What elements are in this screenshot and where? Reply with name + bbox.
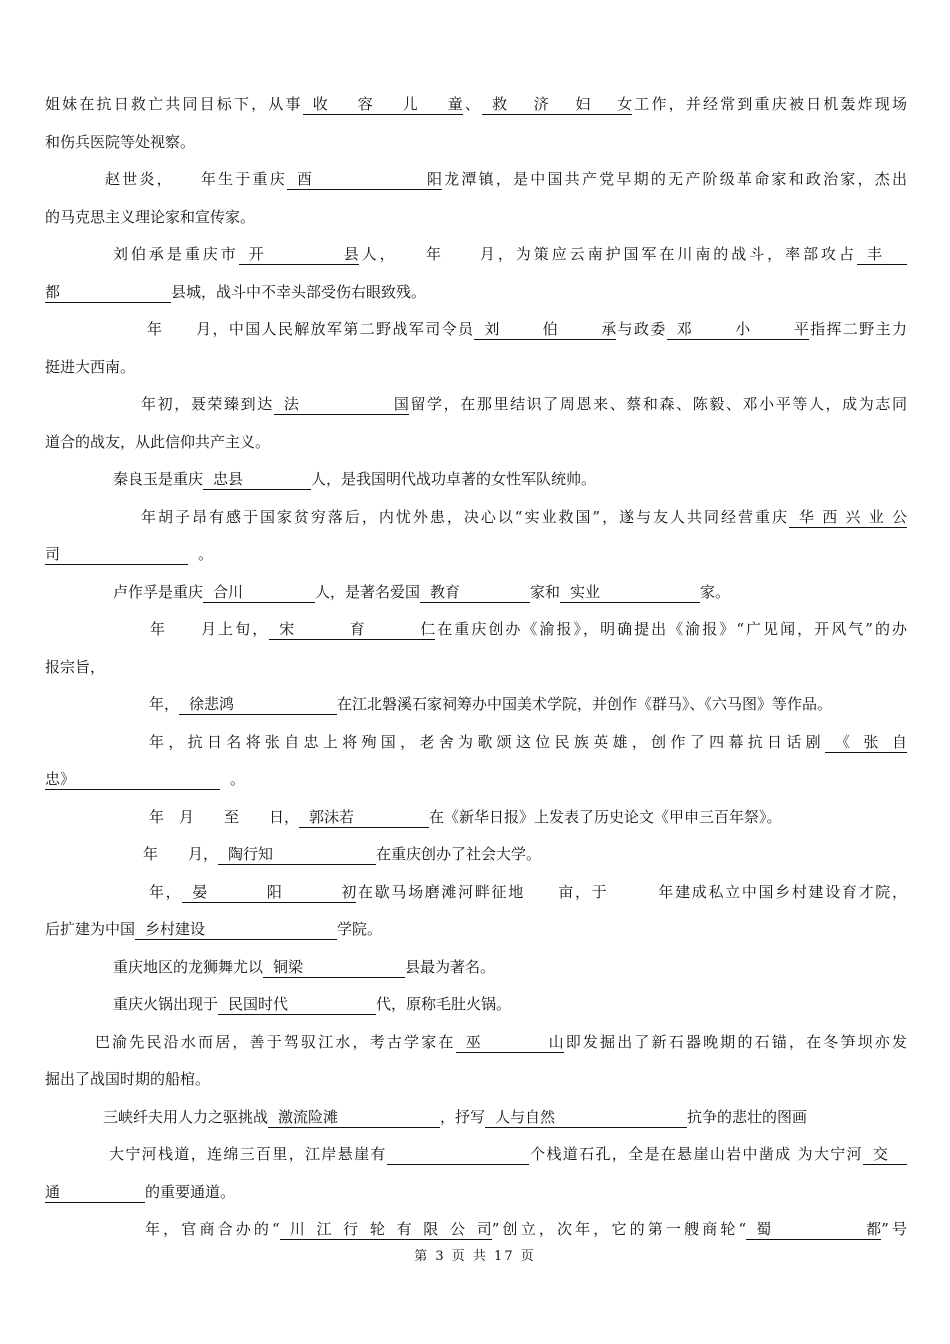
text-line: 报宗旨， [45, 657, 106, 676]
filled-blank: 都 [45, 284, 171, 303]
filled-blank: 人与自然 [485, 1109, 687, 1128]
text-line: 年 月上旬， 宋育仁在重庆创办《渝报》，明确提出《渝报》“广见闻，开风气”的办 [150, 620, 907, 638]
text-line: 年 月，中国人民解放军第二野战军司令员 刘伯承与政委 邓小平指挥二野主力 [147, 320, 907, 338]
text-line: 忠》 。 [45, 770, 246, 788]
text-line: 巴渝先民沿水而居，善于驾驭江水，考古学家在 巫山即发掘出了新石器晚期的石锚，在冬笋坝亦发 [95, 1032, 907, 1051]
filled-blank: 通 [45, 1184, 145, 1203]
text-line: 通 的重要通道。 [45, 1182, 236, 1201]
text-line: 年， 晏阳初在歇马场磨滩河畔征地 亩，于 年建成私立中国乡村建设育才院， [149, 882, 907, 901]
text-line: 重庆地区的龙狮舞尤以 铜梁 县最为著名。 [113, 957, 496, 976]
filled-blank: 民国时代 [218, 996, 376, 1015]
text-line: 挺进大西南。 [45, 357, 136, 376]
text-line: 司 。 [45, 545, 214, 563]
text-line: 赵世炎， 年生于重庆 酉阳龙潭镇，是中国共产党早期的无产阶级革命家和政治家，杰出 [105, 170, 907, 188]
text-line: 姐妹在抗日救亡共同目标下，从事 收容儿童、 救济妇女工作，并经常到重庆被日机轰炸现场 [45, 95, 907, 113]
filled-blank: 巫山 [456, 1034, 564, 1053]
text-line: 都 县城，战斗中不幸头部受伤右眼致残。 [45, 282, 427, 301]
filled-blank: 铜梁 [263, 959, 405, 978]
text-line: 三峡纤夫用人力之驱挑战 激流险滩 ，抒写 人与自然 抗争的悲壮的图画 [103, 1107, 808, 1126]
text-line: 重庆火锅出现于 民国时代 代，原称毛肚火锅。 [113, 995, 512, 1013]
filled-blank: 忠县 [203, 471, 311, 490]
text-line: 年，官商合办的“ 川江行轮有限公司”创立，次年，它的第一艘商轮“ 蜀都”号 [145, 1220, 908, 1238]
text-line: 刘伯承是重庆市 开县人， 年 月，为策应云南护国军在川南的战斗，率部攻占 丰 [45, 236, 907, 274]
text-line: 年初，聂荣臻到达 法国留学，在那里结识了周恩来、蔡和森、陈毅、邓小平等人，成为志同 [141, 395, 907, 413]
filled-blank: 宋育仁 [269, 621, 435, 640]
filled-blank: 法国 [274, 396, 409, 415]
filled-blank: 合川 [203, 584, 315, 603]
text-line: 后扩建为中国 乡村建设 学院。 [45, 920, 383, 938]
filled-blank: 刘伯承 [474, 321, 616, 340]
filled-blank: 交 [863, 1146, 907, 1165]
document-body [45, 86, 907, 1249]
text-line: 卢作孚是重庆 合川 人，是著名爱国 教育 家和 实业 家。 [113, 582, 731, 601]
text-line: 年 月 至 日， 郭沫若 在《新华日报》上发表了历史论文《甲申三百年祭》。 [149, 807, 782, 826]
filled-blank: 司 [45, 546, 188, 565]
filled-blank: 乡村建设 [135, 921, 337, 940]
filled-blank: 收容儿童 [303, 96, 463, 115]
filled-blank: 实业 [560, 584, 700, 603]
filled-blank: 川江行轮有限公司 [280, 1221, 492, 1240]
text-line: 年，抗日名将张自忠上将殉国，老舍为歌颂这位民族英雄，创作了四幕抗日话剧 《张自 [149, 732, 907, 751]
filled-blank: 蜀都 [746, 1221, 881, 1240]
filled-blank: 郭沫若 [299, 809, 429, 828]
filled-blank: 酉阳 [287, 171, 442, 190]
filled-blank: 救济妇女 [482, 96, 632, 115]
page-footer: 第 3 页 共 17 页 [414, 1249, 536, 1264]
text-line: 大宁河栈道，连绵三百里，江岸悬崖有 个栈道石孔，全是在悬崖山岩中凿成 为大宁河 交 [45, 1136, 907, 1174]
filled-blank: 邓小平 [667, 321, 809, 340]
filled-blank: 《张自 [825, 734, 907, 753]
text-line: 掘出了战国时期的船棺。 [45, 1070, 211, 1088]
filled-blank [387, 1146, 529, 1165]
text-line: 年 月， 陶行知 在重庆创办了社会大学。 [143, 845, 542, 863]
filled-blank: 徐悲鸿 [179, 696, 337, 715]
text-line: 年胡子昂有感于国家贫穷落后，内忧外患，决心以“实业救国”，遂与友人共同经营重庆 华西兴业公 [141, 507, 907, 526]
filled-blank: 忠》 [45, 771, 220, 790]
filled-blank: 陶行知 [218, 846, 376, 865]
filled-blank: 晏阳初 [182, 884, 356, 903]
filled-blank: 教育 [420, 584, 530, 603]
filled-blank: 丰 [857, 246, 907, 265]
filled-blank: 华西兴业公 [789, 509, 907, 528]
text-line: 道合的战友，从此信仰共产主义。 [45, 432, 271, 451]
text-line: 和伤兵医院等处视察。 [45, 132, 196, 151]
filled-blank: 激流险滩 [268, 1109, 440, 1128]
text-line: 的马克思主义理论家和宣传家。 [45, 207, 256, 226]
text-line: 年， 徐悲鸿 在江北磐溪石家祠筹办中国美术学院，并创作《群马》、《六马图》等作品。 [149, 695, 833, 713]
text-line: 秦良玉是重庆 忠县 人，是我国明代战功卓著的女性军队统帅。 [113, 470, 597, 488]
filled-blank: 开县 [239, 246, 359, 265]
